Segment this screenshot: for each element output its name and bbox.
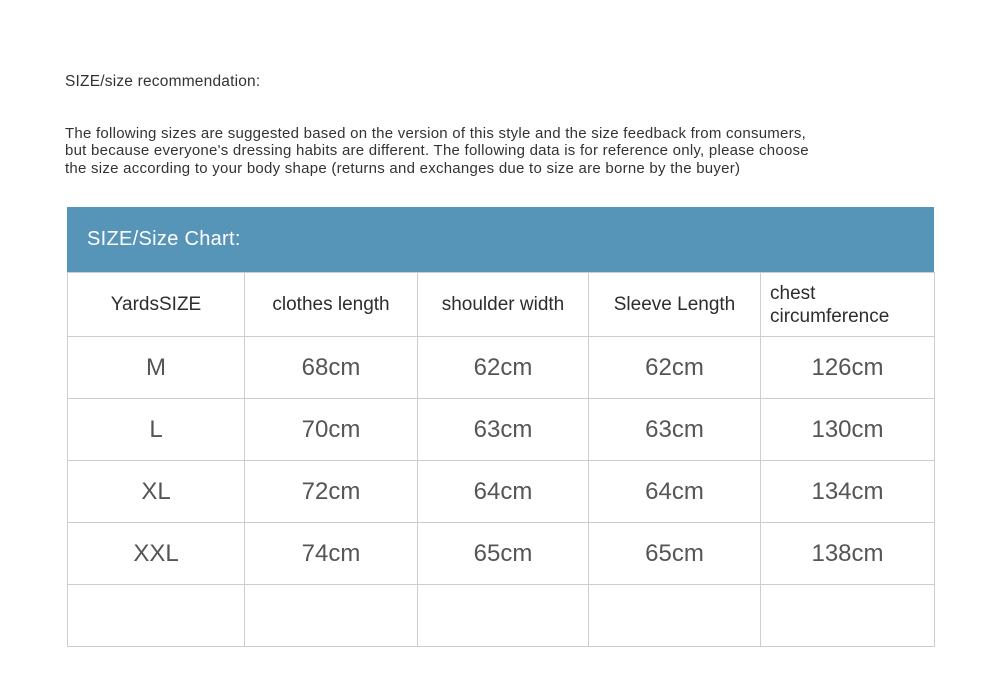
- cell-empty: [245, 585, 418, 647]
- size-chart-header-bar: [67, 207, 934, 272]
- cell-sleeve-length: 64cm: [589, 461, 761, 523]
- cell-chest-circumference: 130cm: [761, 399, 935, 461]
- intro-line-2: but because everyone's dressing habits are different. The following data is for reference only, please choose: [65, 142, 809, 160]
- cell-size: XL: [68, 461, 245, 523]
- table-row-m: [68, 337, 935, 399]
- intro-line-1: The following sizes are suggested based on the version of this style and the size feedback from consumers,: [65, 125, 807, 142]
- table-header-row: [68, 273, 935, 337]
- cell-empty: [418, 585, 589, 647]
- cell-shoulder-width: 64cm: [418, 461, 589, 523]
- cell-shoulder-width: 62cm: [418, 337, 589, 399]
- size-chart-header-label: SIZE/Size Chart:: [87, 228, 241, 250]
- table-row-xl: [68, 461, 935, 523]
- column-header-chest-circumference: chest circumference: [761, 273, 935, 337]
- cell-empty: [589, 585, 761, 647]
- cell-clothes-length: 74cm: [245, 523, 418, 585]
- cell-size: L: [68, 399, 245, 461]
- cell-chest-circumference: 134cm: [761, 461, 935, 523]
- cell-chest-circumference: 138cm: [761, 523, 935, 585]
- cell-sleeve-length: 62cm: [589, 337, 761, 399]
- column-header-shoulder-width: shoulder width: [418, 273, 589, 337]
- cell-clothes-length: 68cm: [245, 337, 418, 399]
- cell-sleeve-length: 63cm: [589, 399, 761, 461]
- cell-clothes-length: 72cm: [245, 461, 418, 523]
- page-title: SIZE/size recommendation:: [65, 73, 261, 90]
- table-row-empty: [68, 585, 935, 647]
- column-header-sleeve-length: Sleeve Length: [589, 273, 761, 337]
- table-row-xxl: [68, 523, 935, 585]
- cell-shoulder-width: 65cm: [418, 523, 589, 585]
- intro-line-3: the size according to your body shape (returns and exchanges due to size are borne by the buyer): [65, 159, 741, 177]
- table-row-l: [68, 399, 935, 461]
- size-chart: [67, 207, 934, 647]
- cell-size: M: [68, 337, 245, 399]
- cell-clothes-length: 70cm: [245, 399, 418, 461]
- cell-empty: [68, 585, 245, 647]
- intro-paragraph: [65, 125, 809, 177]
- column-header-clothes-length: clothes length: [245, 273, 418, 337]
- cell-sleeve-length: 65cm: [589, 523, 761, 585]
- cell-empty: [761, 585, 935, 647]
- cell-size: XXL: [68, 523, 245, 585]
- cell-shoulder-width: 63cm: [418, 399, 589, 461]
- cell-chest-circumference: 126cm: [761, 337, 935, 399]
- size-table: [67, 272, 935, 647]
- column-header-size: YardsSIZE: [68, 273, 245, 337]
